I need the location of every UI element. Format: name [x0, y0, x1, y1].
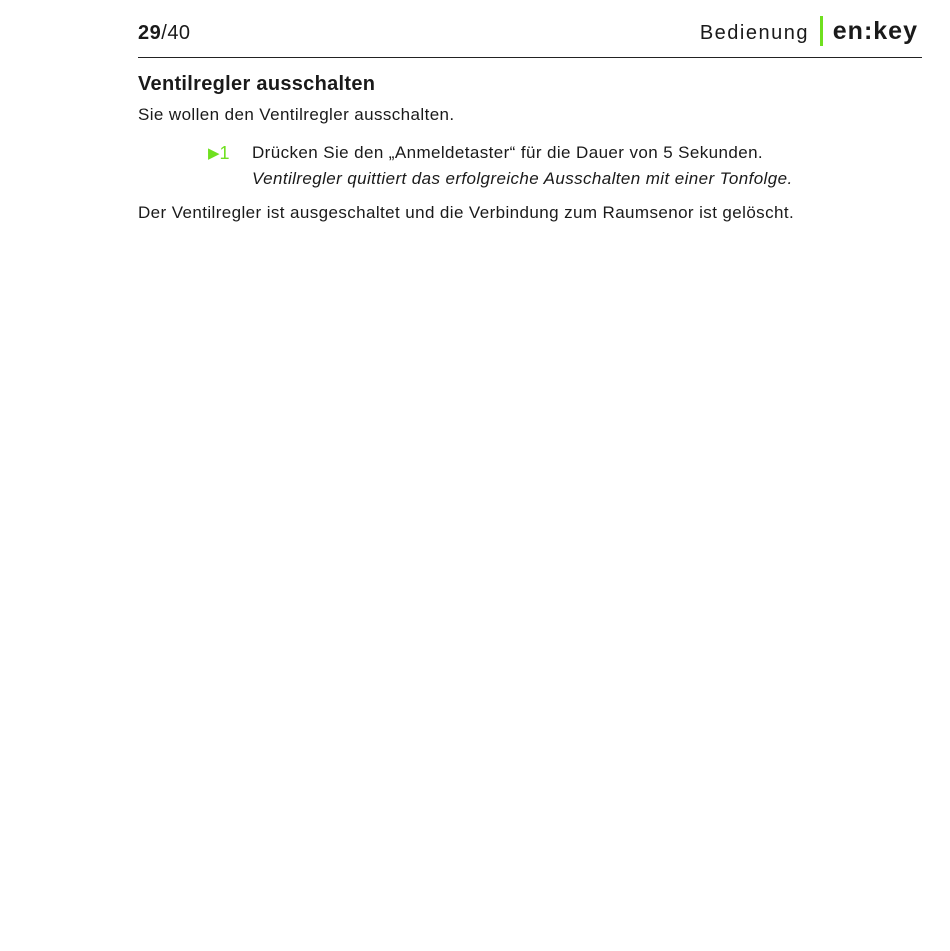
- main-content: [138, 70, 922, 224]
- brand-divider: [820, 16, 823, 46]
- step-number: 1: [219, 143, 230, 163]
- brand-logo: en:key: [832, 17, 918, 45]
- intro-text: Sie wollen den Ventilregler ausschalten.: [138, 105, 455, 124]
- section-title: Ventilregler ausschalten: [138, 73, 376, 95]
- section-label: Bedienung: [699, 22, 809, 44]
- conclusion-text: Der Ventilregler ist ausgeschaltet und die Verbindung zum Raumsenor ist gelöscht.: [138, 203, 795, 222]
- page-header: [138, 14, 922, 58]
- page-number: [138, 22, 191, 45]
- total-pages: 40: [167, 22, 191, 44]
- play-arrow-icon: ▶: [208, 145, 220, 162]
- page-separator: /: [161, 22, 168, 44]
- step-marker: [208, 140, 230, 168]
- step-item: [138, 140, 922, 192]
- step-result: Ventilregler quittiert das erfolgreiche Ausschalten mit einer Tonfolge.: [252, 169, 793, 188]
- step-instruction: Drücken Sie den „Anmeldetaster“ für die Dauer von 5 Sekunden.: [252, 143, 764, 162]
- current-page: 29: [138, 22, 162, 44]
